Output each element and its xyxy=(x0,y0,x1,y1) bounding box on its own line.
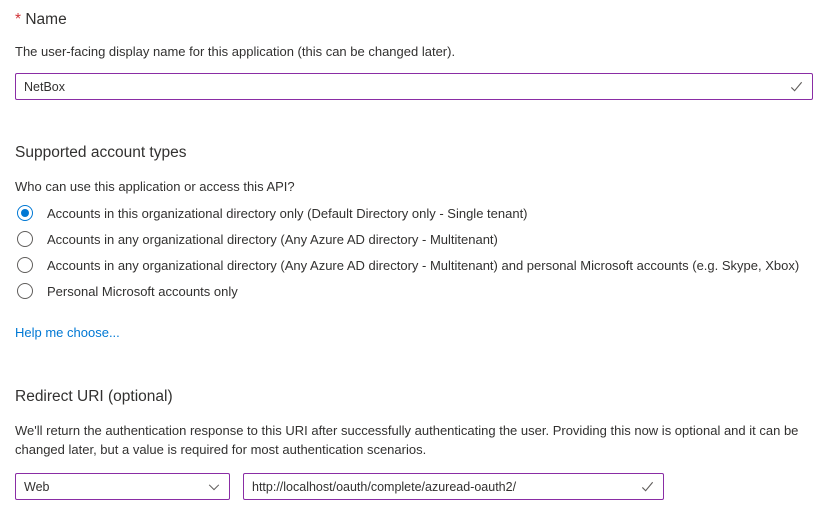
name-section-title xyxy=(15,10,813,30)
account-types-radio-group xyxy=(15,200,813,304)
name-description: The user-facing display name for this application (this can be changed later). xyxy=(15,44,456,59)
chevron-down-icon xyxy=(207,480,221,494)
radio-option-personal-only[interactable] xyxy=(15,278,813,304)
radio-button-icon[interactable] xyxy=(17,283,33,299)
radio-button-icon[interactable] xyxy=(17,231,33,247)
account-types-question: Who can use this application or access this API? xyxy=(15,179,295,194)
radio-option-label: Accounts in this organizational directory only (Default Directory only - Single tenant) xyxy=(47,205,528,221)
radio-option-label: Personal Microsoft accounts only xyxy=(47,283,238,299)
name-input-container xyxy=(15,73,813,100)
checkmark-icon xyxy=(789,79,804,94)
platform-select-value: Web xyxy=(24,479,50,494)
radio-option-single-tenant[interactable] xyxy=(15,200,813,226)
required-asterisk: * xyxy=(15,11,22,28)
redirect-uri-title: Redirect URI (optional) xyxy=(15,388,173,405)
name-title-text: Name xyxy=(25,11,67,28)
redirect-uri-description: We'll return the authentication response to this URI after successfully authenticating the user. Providing this now is optional and it can be changed later, but a value is required for most authentication scenarios. xyxy=(15,423,799,457)
radio-option-multitenant-personal[interactable] xyxy=(15,252,813,278)
radio-button-icon[interactable] xyxy=(17,257,33,273)
radio-option-multitenant[interactable] xyxy=(15,226,813,252)
redirect-uri-input[interactable] xyxy=(252,480,640,494)
radio-button-icon[interactable] xyxy=(17,205,33,221)
help-me-choose-link[interactable]: Help me choose... xyxy=(15,325,120,340)
redirect-uri-input-container xyxy=(243,473,664,500)
redirect-uri-row xyxy=(15,473,813,500)
radio-option-label: Accounts in any organizational directory (Any Azure AD directory - Multitenant) xyxy=(47,231,498,247)
platform-select[interactable] xyxy=(15,473,230,500)
account-types-title: Supported account types xyxy=(15,144,187,161)
checkmark-icon xyxy=(640,479,655,494)
radio-option-label: Accounts in any organizational directory (Any Azure AD directory - Multitenant) and personal Microsoft accounts (e.g. Skype, Xbox) xyxy=(47,257,800,273)
name-input[interactable] xyxy=(24,80,789,94)
